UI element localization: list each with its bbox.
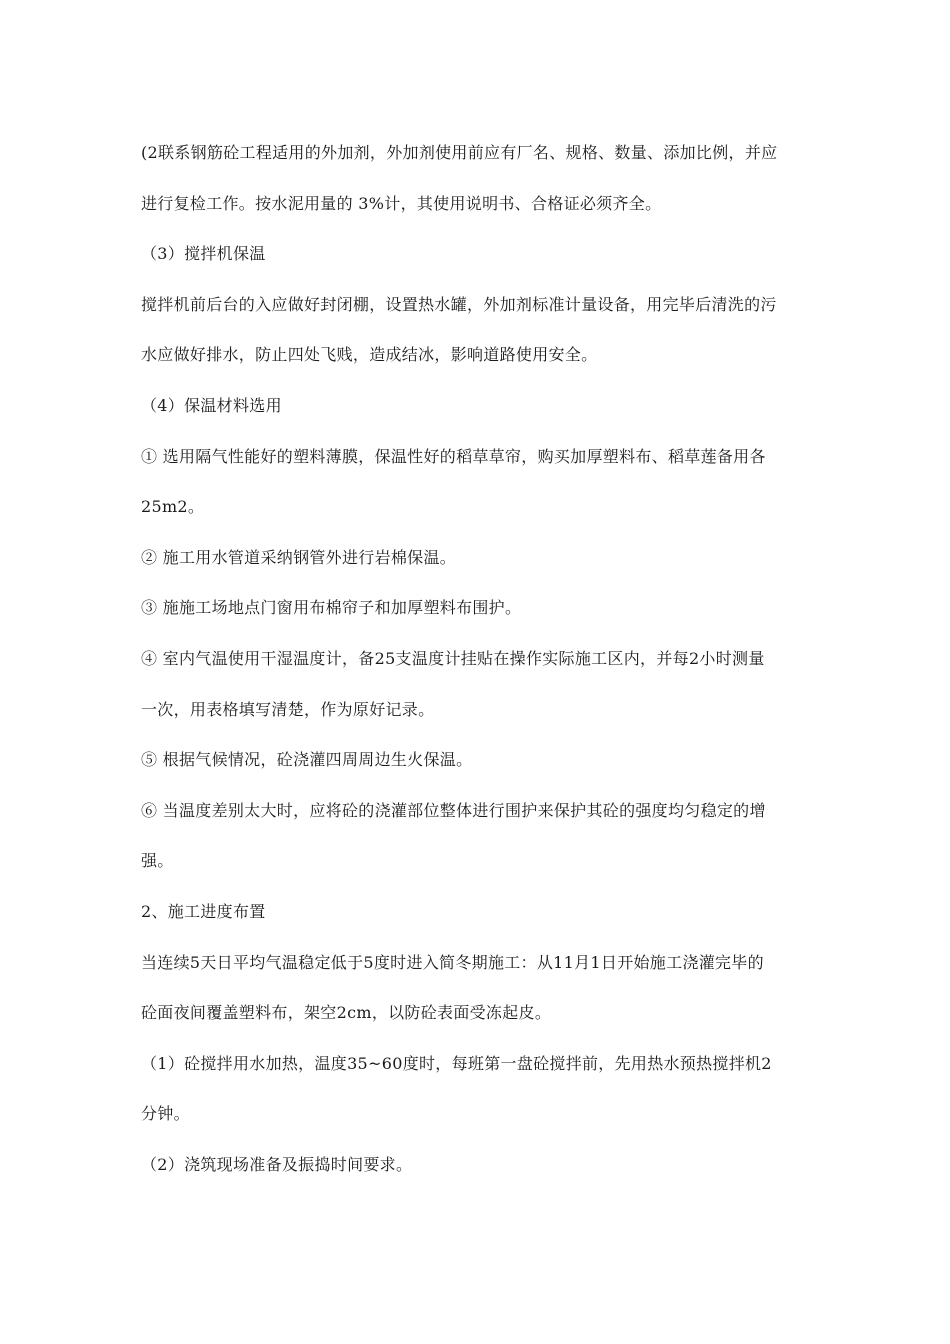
paragraph-line: 水应做好排水，防止四处飞贱，造成结冰，影响道路使用安全。 [141, 345, 598, 365]
document-body [141, 136, 816, 1198]
paragraph-line: 进行复检工作。按水泥用量的 3%计，其使用说明书、合格证必须齐全。 [141, 193, 662, 213]
paragraph-line: （1）砼搅拌用水加热，温度35~60度时，每班第一盘砼搅拌前，先用热水预热搅拌机2 [141, 1053, 772, 1073]
paragraph-line: （2）浇筑现场准备及振捣时间要求。 [141, 1154, 413, 1174]
list-item: ⑤ 根据气候情况，砼浇灌四周周边生火保温。 [141, 750, 473, 770]
paragraph-line: 砼面夜间覆盖塑料布，架空2cm，以防砼表面受冻起皮。 [141, 1003, 552, 1023]
paragraph-line: (2联系钢筋砼工程适用的外加剂，外加剂使用前应有厂名、规格、数量、添加比例，并应 [141, 143, 778, 162]
section-heading: 2、施工进度布置 [141, 901, 266, 921]
list-item-continuation: 25m2。 [141, 497, 205, 517]
section-heading: （3）搅拌机保温 [141, 244, 266, 264]
list-item-continuation: 强。 [141, 851, 174, 871]
list-item-continuation: 一次，用表格填写清楚，作为原好记录。 [141, 699, 435, 719]
paragraph-line: 搅拌机前后台的入应做好封闭棚，设置热水罐，外加剂标准计量设备，用完毕后清洗的污 [141, 294, 777, 314]
list-item: ⑥ 当温度差别太大时，应将砼的浇灌部位整体进行围护来保护其砼的强度均匀稳定的增 [141, 800, 766, 820]
list-item: ④ 室内气温使用干湿温度计，备25支温度计挂贴在操作实际施工区内，并每2小时测量 [141, 648, 765, 668]
paragraph-line: 当连续5天日平均气温稳定低于5度时进入简冬期施工：从11月1日开始施工浇灌完毕的 [141, 952, 764, 972]
list-item: ② 施工用水管道采纳钢管外进行岩棉保温。 [141, 547, 457, 567]
paragraph-line: 分钟。 [141, 1104, 190, 1124]
section-heading: （4）保温材料选用 [141, 395, 282, 415]
list-item: ③ 施施工场地点门窗用布棉帘子和加厚塑料布围护。 [141, 598, 522, 618]
list-item: ① 选用隔气性能好的塑料薄膜，保温性好的稻草草帘，购买加厚塑料布、稻草莲备用各 [141, 446, 766, 466]
